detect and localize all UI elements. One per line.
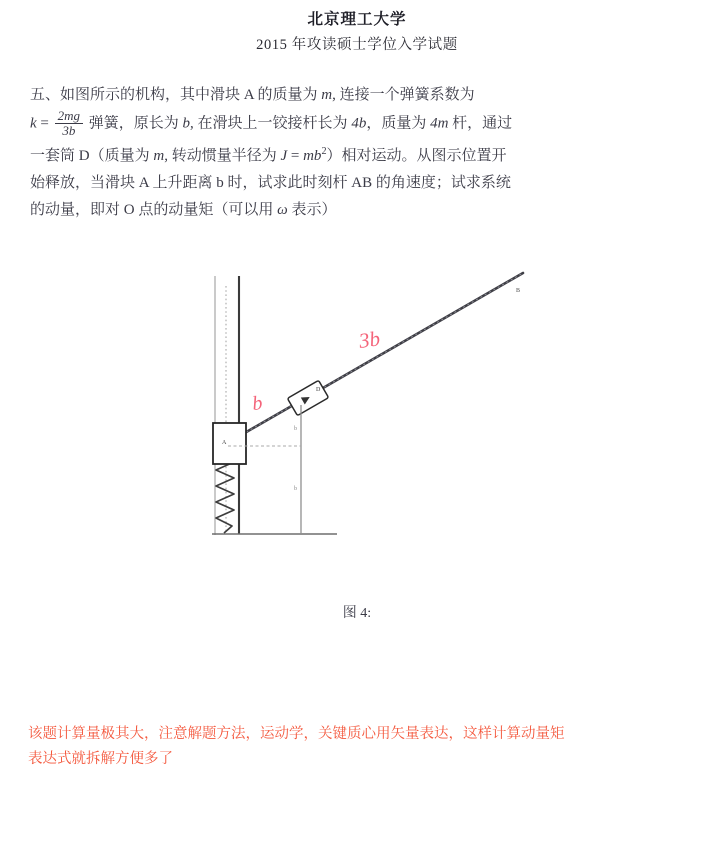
problem-line-1-part-b: , 连接一个弹簧系数为: [332, 87, 475, 103]
document-header: [0, 10, 714, 56]
var-b-1: b: [182, 115, 191, 132]
problem-line-1-part-a: 五、如图所示的机构，其中滑块 A 的质量为: [30, 87, 322, 103]
problem-line-3-part-c: ）相对运动。从图示位置开: [326, 147, 507, 164]
dimension-lower-label: b: [294, 486, 297, 492]
slider-A-label: A: [222, 440, 227, 446]
annotation-3b: 3b: [357, 326, 382, 353]
fraction-numerator: 2mg: [55, 109, 83, 124]
var-J: J: [280, 147, 288, 164]
problem-line-3-part-a: 一套筒 D（质量为: [30, 147, 154, 164]
var-mb: mb: [303, 147, 322, 164]
university-title: 北京理工大学: [307, 11, 407, 28]
problem-line-2: [30, 109, 680, 138]
var-4b: 4b: [351, 115, 367, 132]
exponent-2: 2: [321, 145, 327, 157]
problem-line-2-part-c: ，质量为: [366, 115, 431, 132]
var-m-1: m: [321, 87, 333, 103]
sleeve-D-group: [287, 380, 328, 415]
problem-line-5-part-b: 表示）: [287, 201, 337, 218]
rod-end-B-label: B: [516, 288, 521, 294]
annotation-b: b: [251, 392, 264, 415]
problem-statement: [30, 82, 680, 224]
eq-sign-1: =: [36, 115, 53, 132]
problem-line-2-part-b: , 在滑块上一铰接杆长为: [190, 115, 352, 132]
problem-line-5: [30, 197, 680, 224]
solver-note-line-1: 该题计算量极其大，注意解题方法，运动学，关键质心用矢量表达，这样计算动量矩: [28, 726, 565, 742]
var-4m: 4m: [430, 115, 449, 132]
dimension-upper-label: b: [294, 426, 297, 432]
problem-line-2-part-a: 弹簧，原长为: [85, 115, 183, 132]
fraction-denominator: 3b: [62, 122, 76, 138]
solver-note: [28, 722, 684, 772]
problem-line-1: [30, 82, 680, 109]
problem-line-4: 始释放，当滑块 A 上升距离 b 时，试求此时刻杆 AB 的角速度；试求系统: [30, 174, 511, 191]
eq-sign-2: =: [287, 147, 304, 164]
var-m-2: m: [153, 147, 165, 164]
mechanism-figure: [0, 258, 714, 558]
figure-caption: 图 4:: [342, 606, 372, 621]
var-k: k: [30, 115, 37, 132]
sleeve-D-label: D: [316, 387, 321, 393]
solver-note-line-2: 表达式就拆解方便多了: [28, 751, 173, 767]
problem-line-5-part-a: 的动量，即对 O 点的动量矩（可以用: [30, 201, 278, 218]
problem-line-3-part-b: , 转动惯量半径为: [164, 147, 281, 164]
spring-constant-fraction: [55, 109, 83, 137]
problem-line-2-part-d: 杆，通过: [448, 115, 513, 132]
mechanism-svg: [0, 258, 714, 558]
problem-line-3: [30, 138, 680, 170]
slider-A-block: [213, 423, 246, 464]
exam-title: 2015 年攻读硕士学位入学试题: [256, 37, 458, 53]
var-omega: ω: [277, 201, 288, 218]
